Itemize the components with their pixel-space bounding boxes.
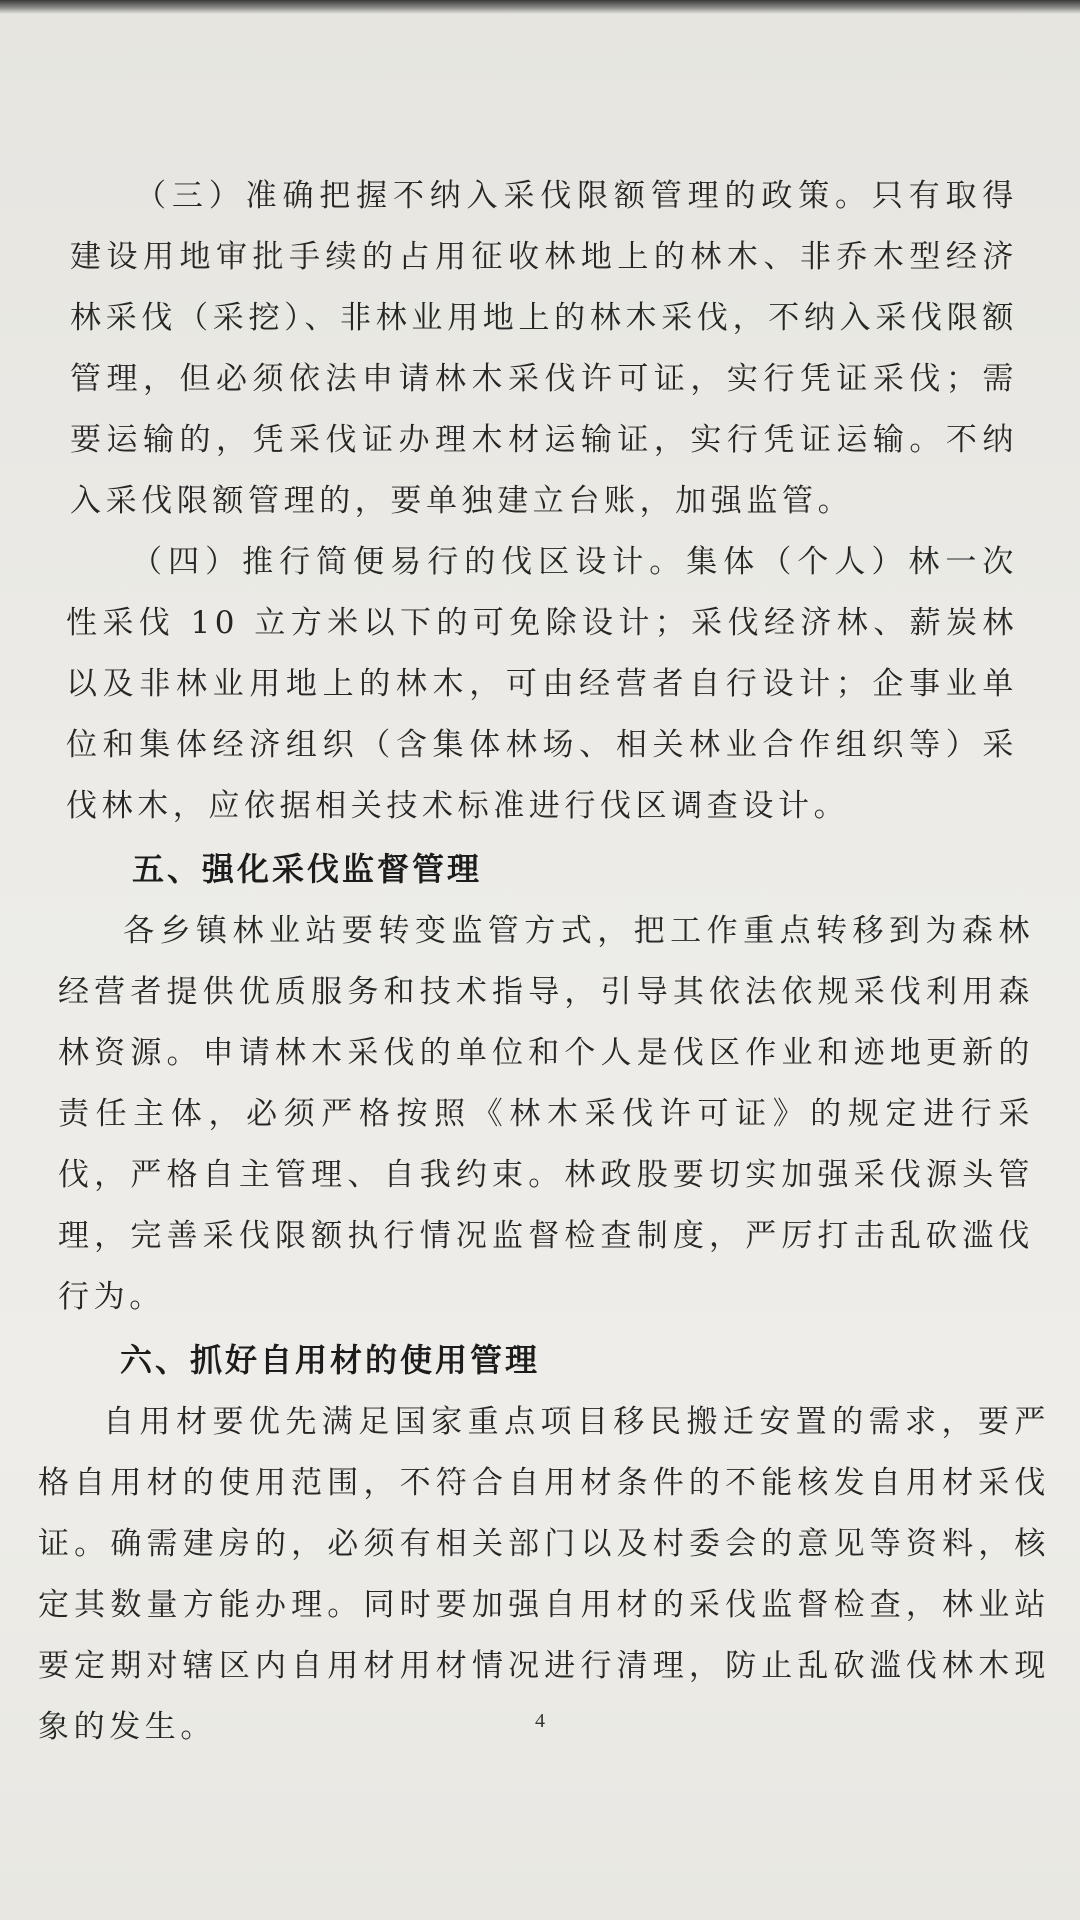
section-heading-6: 六、抓好自用材的使用管理	[120, 1341, 541, 1379]
document-body	[0, 166, 1080, 1758]
section-heading-5: 五、强化采伐监督管理	[132, 850, 483, 888]
paragraph-supervision: 各乡镇林业站要转变监管方式，把工作重点转移到为森林经营者提供优质服务和技术指导，引导其依法依规采伐利用森林资源。申请林木采伐的单位和个人是伐区作业和迹地更新的责任主体，必须严格按照《林木采伐许可证》的规定进行采伐，严格自主管理、自我约束。林政股要切实加强采伐源头管理，完善采伐限额执行情况监督检查制度，严厉打击乱砍滥伐行为。	[58, 913, 1034, 1315]
paragraph-cutting-area-design: （四）推行简便易行的伐区设计。集体（个人）林一次性采伐 10 立方米以下的可免除设计；采伐经济林、薪炭林以及非林业用地上的林木，可由经营者自行设计；企事业单位和集体经济组织（含集体林场、相关林业合作组织等）采伐林木，应依据相关技术标准进行伐区调查设计。	[66, 544, 1018, 824]
page-number: 4	[535, 1710, 545, 1732]
paragraph-exempt-quota-policy: （三）准确把握不纳入采伐限额管理的政策。只有取得建设用地审批手续的占用征收林地上的林木、非乔木型经济林采伐（采挖）、非林业用地上的林木采伐，不纳入采伐限额管理，但必须依法申请林木采伐许可证，实行凭证采伐；需要运输的，凭采伐证办理木材运输证，实行凭证运输。不纳入采伐限额管理的，要单独建立台账，加强监管。	[70, 178, 1018, 519]
page-top-edge-shadow	[0, 0, 1080, 14]
paragraph-self-use-timber: 自用材要优先满足国家重点项目移民搬迁安置的需求，要严格自用材的使用范围，不符合自用材条件的不能核发自用材采伐证。确需建房的，必须有相关部门以及村委会的意见等资料，核定其数量方能办理。同时要加强自用材的采伐监督检查，林业站要定期对辖区内自用材用材情况进行清理，防止乱砍滥伐林木现象的发生。	[38, 1404, 1050, 1745]
